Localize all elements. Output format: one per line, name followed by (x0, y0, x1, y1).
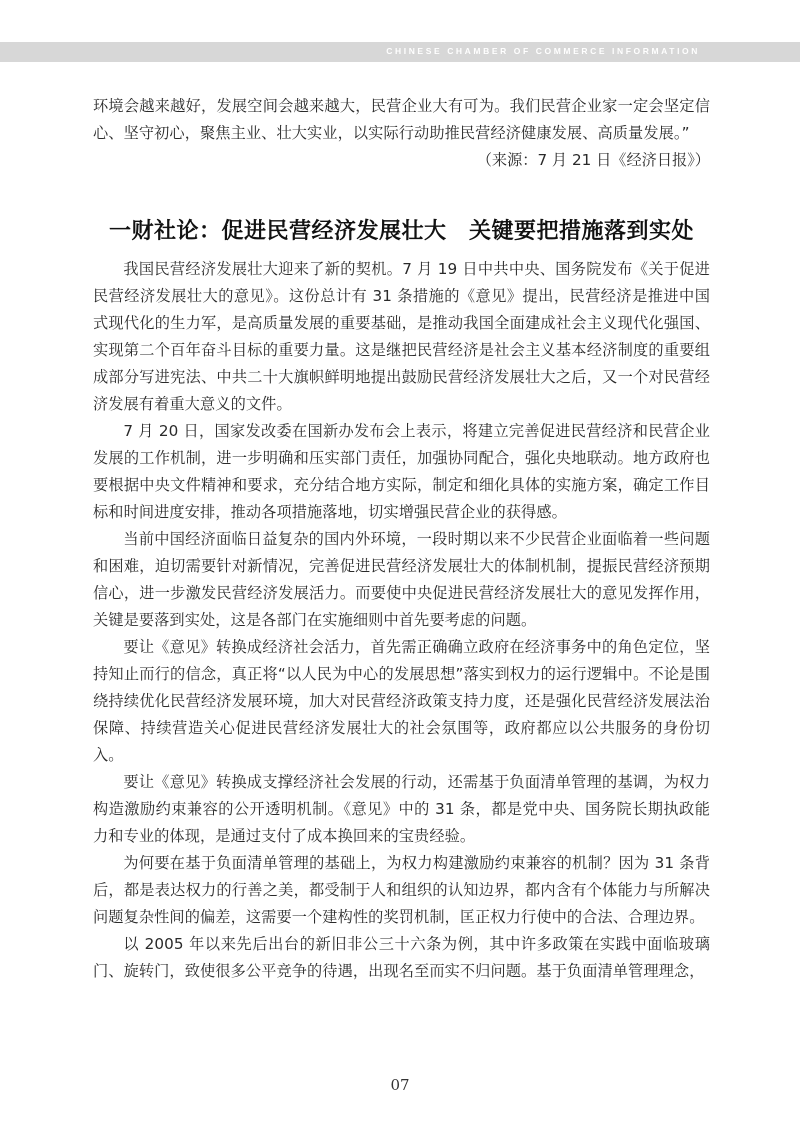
page-number: 07 (390, 1076, 410, 1094)
article-paragraph: 当前中国经济面临日益复杂的国内外环境，一段时期以来不少民营企业面临着一些问题和困难，迫切需要针对新情况，完善促进民营经济发展壮大的体制机制，提振民营经济预期信心，进一步激发民营经济发展活力。而要使中央促进民营经济发展壮大的意见发挥作用，关键是要落到实处，这是各部门在实施细则中首先要考虑的问题。 (93, 530, 710, 629)
page-content (93, 93, 710, 985)
article-paragraph: 以 2005 年以来先后出台的新旧非公三十六条为例，其中许多政策在实践中面临玻璃门、旋转门，致使很多公平竞争的待遇，出现名至而实不归问题。基于负面清单管理理念， (93, 935, 710, 980)
article-paragraph: 为何要在基于负面清单管理的基础上，为权力构建激励约束兼容的机制？因为 31 条背后，都是表达权力的行善之美，都受制于人和组织的认知边界，都内含有个体能力与所解决问题复杂性间的偏差，这需要一个建构性的奖罚机制，匡正权力行使中的合法、合理边界。 (93, 854, 710, 926)
article-title: 一财社论：促进民营经济发展壮大 关键要把措施落到实处 (108, 219, 694, 244)
publication-name: CHINESE CHAMBER OF COMMERCE INFORMATION (386, 46, 700, 56)
article-paragraph: 7 月 20 日，国家发改委在国新办发布会上表示，将建立完善促进民营经济和民营企业发展的工作机制，进一步明确和压实部门责任，加强协同配合，强化央地联动。地方政府也要根据中央文件精神和要求，充分结合地方实际，制定和细化具体的实施方案，确定工作目标和时间进度安排，推动各项措施落地，切实增强民营企业的获得感。 (93, 422, 710, 521)
article-paragraph: 要让《意见》转换成支撑经济社会发展的行动，还需基于负面清单管理的基调，为权力构造激励约束兼容的公开透明机制。《意见》中的 31 条，都是党中央、国务院长期执政能力和专业的体现，是通过支付了成本换回来的宝贵经验。 (93, 773, 710, 845)
previous-article-source: （来源：7 月 21 日《经济日报》） (476, 151, 710, 169)
previous-article-continuation: 环境会越来越好，发展空间会越来越大，民营企业大有可为。我们民营企业家一定会坚定信心、坚守初心，聚焦主业、壮大实业，以实际行动助推民营经济健康发展、高质量发展。” (93, 97, 710, 142)
article-paragraph: 我国民营经济发展壮大迎来了新的契机。7 月 19 日中共中央、国务院发布《关于促进民营经济发展壮大的意见》。这份总计有 31 条措施的《意见》提出，民营经济是推进中国式现代化的生力军，是高质量发展的重要基础，是推动我国全面建成社会主义现代化强国、实现第二个百年奋斗目标的重要力量。这是继把民营经济是社会主义基本经济制度的重要组成部分写进宪法、中共二十大旗帜鲜明地提出鼓励民营经济发展壮大之后，又一个对民营经济发展有着重大意义的文件。 (93, 260, 710, 413)
article-paragraph: 要让《意见》转换成经济社会活力，首先需正确确立政府在经济事务中的角色定位，坚持知止而行的信念，真正将“以人民为中心的发展思想”落实到权力的运行逻辑中。不论是围绕持续优化民营经济发展环境，加大对民营经济政策支持力度，还是强化民营经济发展法治保障、持续营造关心促进民营经济发展壮大的社会氛围等，政府都应以公共服务的身份切入。 (93, 638, 710, 764)
